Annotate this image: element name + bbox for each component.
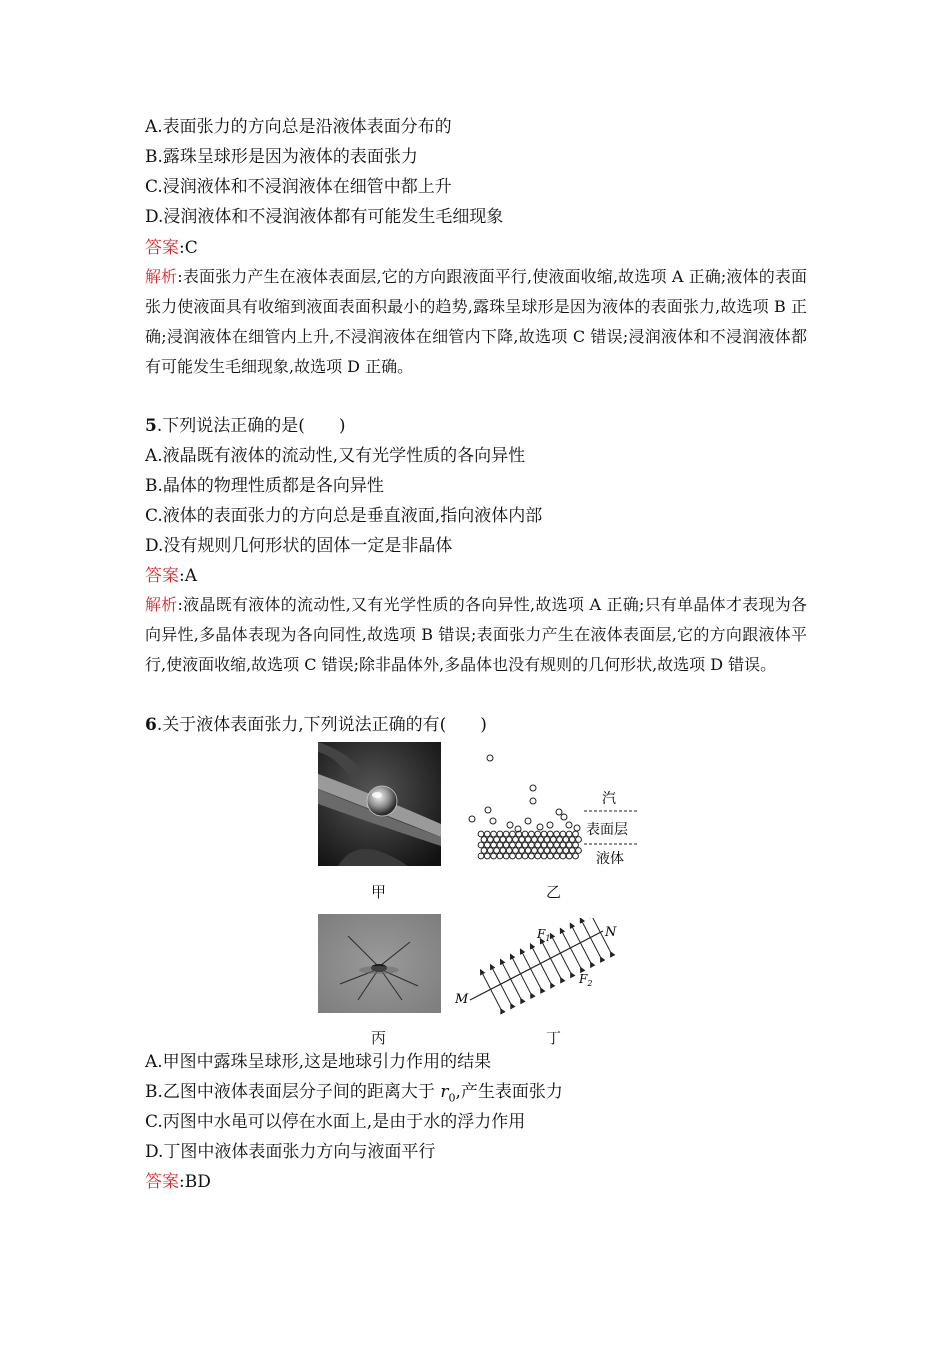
liquid-molecule [544, 837, 550, 843]
liquid-molecule [554, 831, 560, 837]
liquid-molecule [569, 848, 575, 854]
force-arrow [510, 954, 530, 993]
liquid-molecule [573, 853, 579, 859]
liquid-molecule [560, 831, 566, 837]
liquid-molecule [494, 837, 500, 843]
liquid-molecule [547, 831, 553, 837]
force-arrow [530, 944, 550, 983]
force-diagram [455, 918, 630, 1023]
liquid-molecule [487, 848, 493, 854]
force-arrow [540, 939, 560, 978]
explanation-label: 解析 [145, 595, 178, 614]
force-arrow [580, 918, 600, 957]
question-number: 6 [145, 715, 157, 735]
liquid-molecule [541, 853, 547, 859]
liquid-molecule [513, 837, 519, 843]
q6-option-d: D.丁图中液体表面张力方向与液面平行 [145, 1142, 436, 1162]
liquid-molecule [519, 837, 525, 843]
liquid-molecule [491, 853, 497, 859]
liquid-molecule [484, 842, 490, 848]
force-arrow [500, 959, 520, 998]
answer-label: 答案 [145, 1172, 179, 1192]
liquid-molecule [547, 842, 553, 848]
liquid-molecule [497, 831, 503, 837]
q5-answer [145, 561, 197, 591]
liquid-molecule [563, 837, 569, 843]
liquid-molecule [557, 837, 563, 843]
q5-explanation [145, 590, 807, 680]
liquid-molecule [535, 831, 541, 837]
answer-value: :C [179, 238, 198, 258]
question-text: .下列说法正确的是( ) [156, 416, 346, 436]
liquid-molecule [529, 853, 535, 859]
liquid-molecule [478, 842, 484, 848]
liquid-molecule [500, 848, 506, 854]
liquid-molecule [506, 848, 512, 854]
liquid-molecule [529, 831, 535, 837]
liquid-molecule [481, 837, 487, 843]
figure-label-ding: 丁 [546, 1029, 562, 1047]
q6-stem [145, 710, 487, 740]
liquid-molecule [550, 837, 556, 843]
figure-label-bing: 丙 [371, 1029, 387, 1047]
liquid-molecule [525, 837, 531, 843]
liquid-molecule [503, 842, 509, 848]
liquid-molecule [532, 837, 538, 843]
force-arrow [560, 928, 580, 967]
explanation-label: 解析 [145, 267, 178, 286]
liquid-molecule [525, 848, 531, 854]
liquid-molecule [491, 842, 497, 848]
label-f2: $F_2$ [579, 972, 593, 988]
answer-label: 答案 [145, 566, 179, 586]
liquid-molecule [554, 853, 560, 859]
q6-option-a: A.甲图中露珠呈球形,这是地球引力作用的结果 [145, 1052, 492, 1072]
liquid-molecule [566, 853, 572, 859]
liquid-molecule [554, 842, 560, 848]
liquid-molecule [484, 831, 490, 837]
liquid-molecule [491, 831, 497, 837]
liquid-molecule [481, 848, 487, 854]
liquid-molecule [497, 853, 503, 859]
q4-option-a: A.表面张力的方向总是沿液体表面分布的 [145, 117, 452, 137]
liquid-molecule [566, 831, 572, 837]
q4-option-c: C.浸润液体和不浸润液体在细管中都上升 [145, 177, 452, 197]
liquid-molecule [550, 848, 556, 854]
force-arrow [570, 923, 590, 962]
explanation-text: :液晶既有液体的流动性,又有光学性质的各向异性,故选项 A 正确;只有单晶体才表现为各向异性,多晶体表现为各向同性,故选项 B 错误;表面张力产生在液体表面层,它的方向跟液体平行,使液面收缩,故选项 C 错误;除非晶体外,多晶体也没有规则的几何形状,故选项 D 错误。 [145, 595, 807, 674]
liquid-molecule [573, 831, 579, 837]
liquid-molecule [538, 837, 544, 843]
q4-explanation [145, 262, 807, 382]
water-strider-photo [318, 914, 441, 1013]
liquid-molecule [538, 848, 544, 854]
label-f1: $F_1$ [537, 927, 551, 943]
liquid-molecule [547, 853, 553, 859]
liquid-molecule [535, 842, 541, 848]
liquid-molecule [510, 831, 516, 837]
q5-stem [145, 411, 346, 441]
liquid-molecule [535, 853, 541, 859]
liquid-molecule [510, 842, 516, 848]
force-arrow [490, 965, 510, 1004]
vapor-label: 汽 [602, 791, 616, 807]
explanation-text: :表面张力产生在液体表面层,它的方向跟液面平行,使液面收缩,故选项 A 正确;液体的表面张力使液面具有收缩到液面表面积最小的趋势,露珠呈球形是因为液体的表面张力,故选项 B 正确;浸润液体在细管内上升,不浸润液体在细管内下降,故选项 C 错误;浸润液体和不浸润液体都有可能发生毛细现象,故选项 D 正确。 [145, 267, 807, 376]
liquid-molecule [516, 853, 522, 859]
liquid-molecule [522, 853, 528, 859]
liquid-molecule [541, 831, 547, 837]
liquid-molecule [503, 831, 509, 837]
liquid-molecule [573, 842, 579, 848]
label-n: N [605, 925, 617, 940]
force-arrow [550, 934, 570, 973]
liquid-molecule [529, 842, 535, 848]
q4-answer [145, 233, 198, 263]
q4-option-d: D.浸润液体和不浸润液体都有可能发生毛细现象 [145, 207, 504, 227]
question-text: .关于液体表面张力,下列说法正确的有( ) [156, 715, 487, 735]
q5-option-c: C.液体的表面张力的方向总是垂直液面,指向液体内部 [145, 506, 543, 526]
liquid-molecule [522, 842, 528, 848]
surface-layer-label: 表面层 [586, 822, 628, 838]
liquid-molecule [516, 842, 522, 848]
liquid-molecule [566, 842, 572, 848]
q4-option-b: B.露珠呈球形是因为液体的表面张力 [145, 147, 418, 167]
q5-option-a: A.液晶既有液体的流动性,又有光学性质的各向异性 [145, 446, 526, 466]
figure-label-jia: 甲 [371, 883, 387, 901]
liquid-molecule [576, 837, 582, 843]
dewdrop-photo [318, 742, 441, 866]
liquid-molecule [478, 853, 484, 859]
q6-option-b: B.乙图中液体表面层分子间的距离大于 $r_0$,产生表面张力 [145, 1082, 563, 1105]
q5-option-d: D.没有规则几何形状的固体一定是非晶体 [145, 536, 453, 556]
liquid-molecule [487, 837, 493, 843]
liquid-molecule [484, 853, 490, 859]
liquid-molecule [557, 848, 563, 854]
q6-answer [145, 1167, 211, 1197]
molecule-diagram [462, 748, 647, 872]
liquid-molecule [513, 848, 519, 854]
liquid-molecule [563, 848, 569, 854]
liquid-molecule [478, 831, 484, 837]
liquid-molecule [560, 853, 566, 859]
liquid-molecule [569, 837, 575, 843]
force-arrow [480, 970, 500, 1009]
liquid-molecule [541, 842, 547, 848]
liquid-molecule [510, 853, 516, 859]
liquid-molecule [494, 848, 500, 854]
liquid-molecule [500, 837, 506, 843]
liquid-molecule [576, 848, 582, 854]
answer-label: 答案 [145, 238, 179, 258]
liquid-label: 液体 [596, 851, 624, 867]
liquid-molecule [532, 848, 538, 854]
liquid-molecule [560, 842, 566, 848]
figure-label-yi: 乙 [546, 883, 562, 901]
q6-option-c: C.丙图中水黾可以停在水面上,是由于水的浮力作用 [145, 1112, 526, 1132]
question-number: 5 [145, 416, 157, 436]
answer-value: :BD [179, 1172, 211, 1192]
liquid-molecule [503, 853, 509, 859]
liquid-molecule [522, 831, 528, 837]
force-arrow [520, 949, 540, 988]
liquid-molecule [519, 848, 525, 854]
label-m: M [455, 992, 469, 1007]
liquid-molecule [506, 837, 512, 843]
liquid-molecule [497, 842, 503, 848]
answer-value: :A [179, 566, 198, 586]
q5-option-b: B.晶体的物理性质都是各向异性 [145, 476, 384, 496]
liquid-molecule [544, 848, 550, 854]
